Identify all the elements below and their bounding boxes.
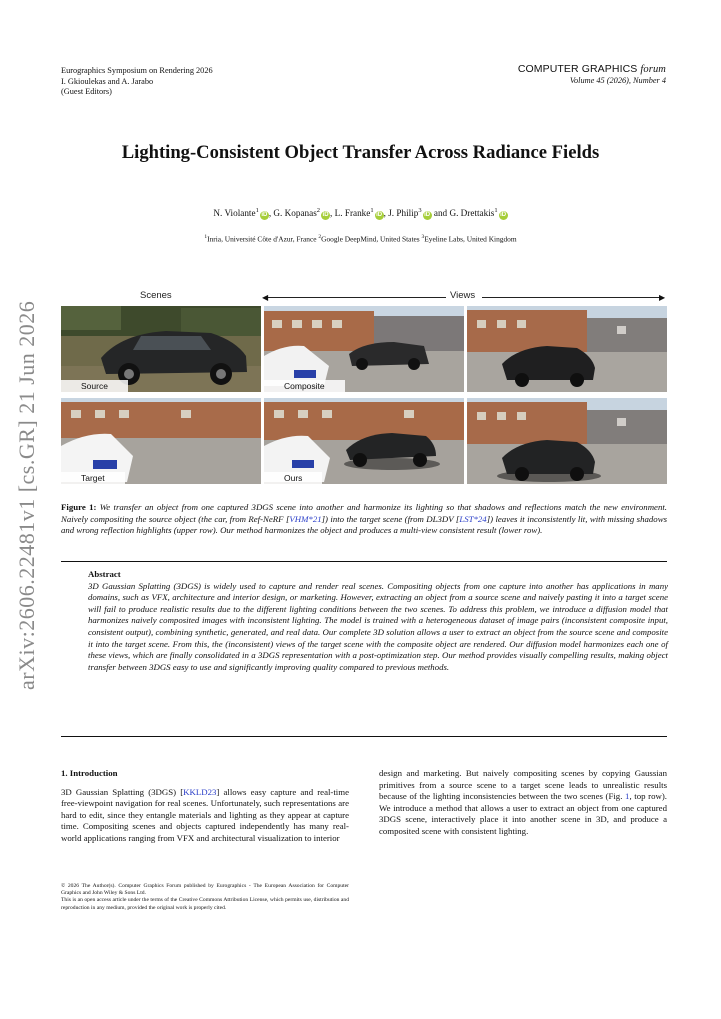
figure-panel-composite-view2 <box>467 306 667 392</box>
abstract-bottom-rule <box>61 736 667 737</box>
intro-left-column <box>61 768 349 845</box>
paper-title: Lighting-Consistent Object Transfer Across Radiance Fields <box>121 142 600 163</box>
conference-name: Eurographics Symposium on Rendering 2026 <box>61 66 213 75</box>
figure-panel-composite-view1 <box>264 306 464 392</box>
section-heading: 1. Introduction <box>61 768 118 778</box>
orcid-icon[interactable]: iD <box>322 212 329 219</box>
arxiv-identifier: arXiv:2606.22481v1 [cs.GR] 21 Jun 2026 <box>14 300 39 690</box>
intro-right-column: design and marketing. But naively compositing scenes by copying Gaussian primitives from a source scene to a target scene leads to unrealistic results because of the lighting inconsistencies between the two scenes (Fig. 1, top row). We introduce a method that allows a user to extract an object from one captured 3DGS scene, interactively place it into another scene in 3D, and produce a composited scene with consistent lighting. <box>379 768 667 836</box>
scenes-label: Scenes <box>140 290 172 301</box>
citation-link[interactable]: KKLD23 <box>183 786 217 797</box>
figure-panel-source <box>61 306 261 392</box>
orcid-icon[interactable]: iD <box>500 212 507 219</box>
citation-link[interactable]: VHM*21 <box>289 513 322 524</box>
panel-label-ours: Ours <box>264 472 322 484</box>
orcid-icon[interactable]: iD <box>424 212 431 219</box>
panel-label-target: Target <box>61 472 125 484</box>
views-label: Views <box>450 290 476 301</box>
intro-paragraph: 3D Gaussian Splatting (3DGS) [KKLD23] allows easy capture and real-time free-viewpoint navigation for real scenes. Unfortunately, such representations are hard to edit, since they entangle materials and lighting as they appear at capture time. Compositing scenes and objects captured independently has many real-world applications ranging from VFX and architectural visualization to interior <box>61 786 349 843</box>
figure-panel-target <box>61 398 261 484</box>
figure-panel-ours-view1 <box>264 398 464 484</box>
header-journal <box>518 64 666 86</box>
figure-panel-ours-view2 <box>467 398 667 484</box>
journal-volume: Volume 45 (2026), Number 4 <box>569 76 666 85</box>
views-arrow-right <box>482 297 660 298</box>
author: G. Kopanas$^2$iD <box>273 207 329 219</box>
arrow-right-icon: ▶ <box>659 293 666 302</box>
journal-name: COMPUTER GRAPHICS forum <box>517 63 666 75</box>
author: L. Franke$^1$iD <box>334 207 383 219</box>
editor-names: I. Gkioulekas and A. Jarabo <box>61 76 154 86</box>
abstract-text: 3D Gaussian Splatting (3DGS) is widely used to capture and render real scenes. Compositing objects from one capture into another has applications in many domains, such as VFX, architecture and interior design, or marketing. However, extracting an object from a source scene and naively pasting it into a target scene will fail to produce realistic results due to the different lighting conditions between the two scenes. To address this problem, we introduce a diffusion model that harmonizes naively composited images with inconsistent lighting. The model is trained with a heterogeneous dataset of image pairs (inconsistent composite input, consistent output), combining synthetic, generated, and real data. Our complete 3D solution allows a user to extract an object from the source scene and composite it into the target scene. From this, the (inconsistent) views of the target scene with the composite object are rendered. Our diffusion model harmonizes each one of these views, which are finally consolidated in a 3DGS representation with a post-optimization step. Our method provides visually compelling results, making object transfer between 3DGS easy to use and significantly improving quality compared to previous methods. <box>88 580 668 672</box>
author-list: N. Violante$^1$iD , G. Kopanas$^2$iD , L. Franke$^1$iD , J. Philip$^3$iD and G. Drettakis$^1$iD <box>213 207 507 219</box>
arrow-left-icon: ◀ <box>262 293 269 302</box>
copyright-footnote: © 2026 The Author(s). Computer Graphics Forum published by Eurographics - The European Association for Computer Graphics and John Wiley & Sons Ltd. This is an open access article under the terms of the Creative Commons Attribution License, which permits use, distribution and reproduction in any medium, provided the original work is properly cited. <box>61 883 349 911</box>
views-arrow-left <box>266 297 446 298</box>
figure-caption: Figure 1: We transfer an object from one captured 3DGS scene into another and harmonize its lighting so that shadows and reflections match the new environment. Naively compositing the source object (the car, from Ref-NeRF [VHM*21]) into the target scene (from DL3DV [LST*24]) leaves it inconsistently lit, with missing shadows and wrong reflection highlights (upper row). Our method harmonizes the object and produces a multi-view consistent result (lower row). <box>61 502 667 536</box>
citation-link[interactable]: LST*24 <box>459 513 487 524</box>
orcid-icon[interactable]: iD <box>376 212 383 219</box>
author: N. Violante$^1$iD <box>213 207 268 219</box>
abstract <box>88 569 668 673</box>
abstract-top-rule <box>61 561 667 562</box>
author: J. Philip$^3$iD <box>388 207 431 219</box>
figure-ref-link[interactable]: 1 <box>625 791 630 802</box>
header-editors <box>61 66 213 98</box>
abstract-heading: Abstract <box>88 569 121 579</box>
affiliations: $^1$Inria, Université Côte d'Azur, France $^2$Google DeepMind, United States $^3$Eyeline Labs, United Kingdom <box>204 234 517 244</box>
editor-role: (Guest Editors) <box>61 87 112 96</box>
author: G. Drettakis$^1$iD <box>449 207 507 219</box>
panel-label-source: Source <box>61 380 128 392</box>
panel-label-composite: Composite <box>264 380 345 392</box>
orcid-icon[interactable]: iD <box>261 212 268 219</box>
